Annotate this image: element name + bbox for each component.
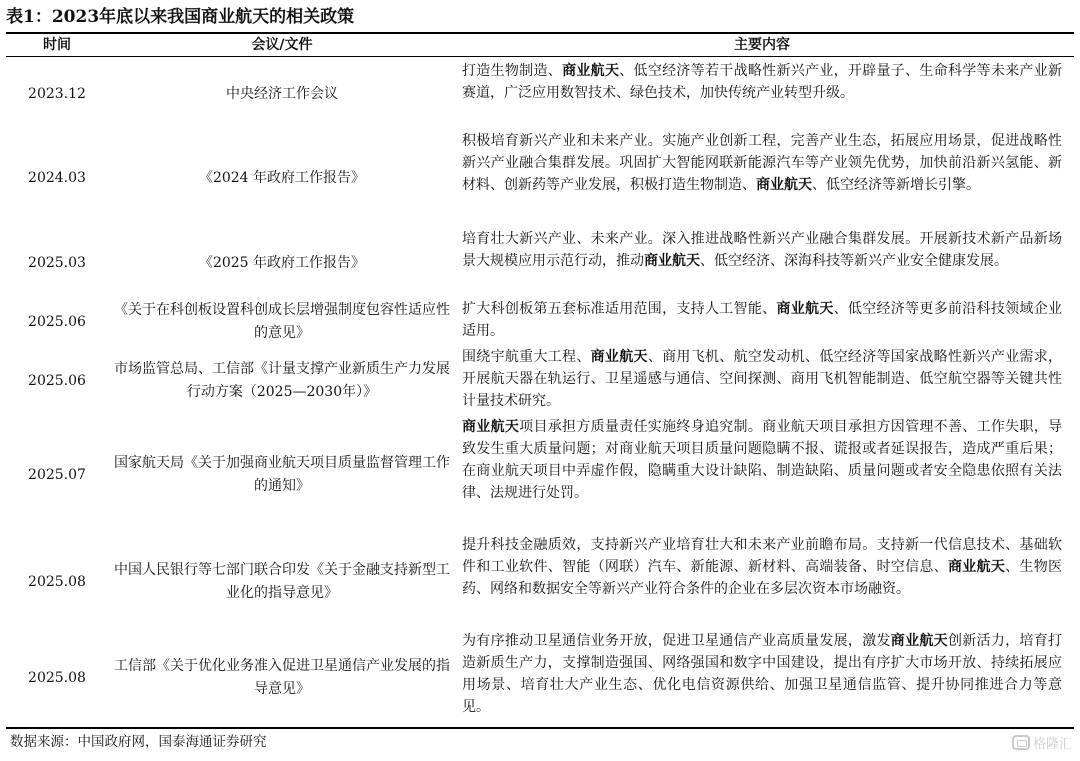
row-date: 2025.08	[28, 574, 86, 590]
content-text: 、低空经济、深海科技等新兴产业安全健康发展。	[700, 253, 1008, 269]
row-document: 《2025 年政府工作报告》	[198, 254, 366, 271]
highlight-term: 商业航天	[590, 349, 648, 365]
highlight-term: 商业航天	[756, 177, 812, 193]
content-text: 、生物医药、网络和数据安全等新兴产业符合条件的企业在多层次资本市场融资。	[462, 559, 1063, 597]
highlight-term: 商业航天	[462, 419, 520, 435]
watermark	[1012, 733, 1072, 752]
content-text: 积极培育新兴产业和未来产业。实施产业创新工程，完善产业生态，拓展应用场景，促进战略性新兴产业融合集群发展。巩固扩大智能网联新能源汽车等产业领先优势，加快前沿新兴氢能、新材料、创新药等产业发展，积极打造生物制造、	[462, 133, 1062, 193]
row-content	[462, 60, 1062, 104]
row-content	[462, 346, 1062, 412]
highlight-term: 商业航天	[644, 253, 700, 269]
data-source-note: 数据来源：中国政府网，国泰海通证券研究	[10, 734, 267, 750]
row-document: 中国人民银行等七部门联合印发《关于金融支持新型工业化的指导意见》	[114, 562, 450, 601]
row-document: 中央经济工作会议	[226, 85, 338, 102]
row-document: 《关于在科创板设置科创成长层增强制度包容性适应性的意见》	[114, 302, 450, 341]
content-text: 、低空经济等更多前沿科技领域企业适用。	[462, 301, 1063, 339]
row-content	[462, 416, 1062, 504]
row-date: 2025.06	[28, 314, 86, 330]
highlight-term: 商业航天	[947, 559, 1006, 575]
content-text: 培育壮大新兴产业、未来产业。深入推进战略性新兴产业融合集群发展。开展新技术新产品新场景大规模应用示范行动，推动	[462, 231, 1062, 269]
row-content	[462, 228, 1062, 272]
header-rule	[6, 56, 1074, 57]
row-document: 工信部《关于优化业务准入促进卫星通信产业发展的指导意见》	[114, 658, 450, 697]
header-document: 会议/文件	[251, 37, 313, 53]
content-text: 提升科技金融质效，支持新兴产业培育壮大和未来产业前瞻布局。支持新一代信息技术、基础软件和工业软件、智能（网联）汽车、新能源、新材料、高端装备、时空信息、	[462, 537, 1062, 575]
highlight-term: 商业航天	[562, 63, 620, 79]
row-date: 2025.03	[28, 255, 86, 271]
content-text: 、低空经济等新增长引擎。	[812, 177, 980, 193]
row-content	[462, 534, 1062, 600]
watermark-logo-icon	[1012, 735, 1030, 750]
row-document: 市场监管总局、工信部《计量支撑产业新质生产力发展行动方案（2025—2030年）》	[114, 361, 450, 400]
content-text: 围绕宇航重大工程、	[462, 349, 591, 365]
table-title: 表1：2023年底以来我国商业航天的相关政策	[6, 7, 355, 27]
content-text: 、商用飞机、航空发动机、低空经济等国家战略性新兴产业需求，开展航天器在轨运行、卫星遥感与通信、空间探测、商用飞机智能制造、低空航空器等关键共性计量技术研究。	[462, 349, 1063, 409]
row-content	[462, 630, 1062, 718]
row-date: 2024.03	[28, 170, 86, 186]
bottom-rule	[6, 727, 1074, 729]
highlight-term: 商业航天	[890, 633, 948, 649]
row-date: 2025.07	[28, 467, 86, 483]
content-text: 扩大科创板第五套标准适用范围，支持人工智能、	[462, 301, 777, 317]
watermark-text: 格隆汇	[1032, 737, 1072, 752]
row-document: 《2024 年政府工作报告》	[198, 169, 366, 186]
content-text: 为有序推动卫星通信业务开放，促进卫星通信产业高质量发展，激发	[462, 633, 891, 649]
content-text: 、低空经济等若干战略性新兴产业，开辟量子、生命科学等未来产业新赛道，广泛应用数智技术、绿色技术，加快传统产业转型升级。	[462, 63, 1063, 101]
row-content	[462, 130, 1062, 196]
row-date: 2025.08	[28, 670, 86, 686]
header-time: 时间	[43, 37, 71, 53]
content-text: 打造生物制造、	[462, 63, 563, 79]
row-date: 2023.12	[28, 86, 86, 102]
row-content	[462, 298, 1062, 342]
content-text: 创新活力，培育打造新质生产力，支撑制造强国、网络强国和数字中国建设，提出有序扩大市场开放、持续拓展应用场景、培育壮大产业生态、优化电信资源供给、加强卫星通信监管、提升协同推进合力等意见。	[462, 633, 1063, 715]
content-text: 项目承担方质量责任实施终身追究制。商业航天项目承担方因管理不善、工作失职，导致发生重大质量问题；对商业航天项目质量问题隐瞒不报、谎报或者延误报告，造成严重后果；在商业航天项目中弄虚作假，隐瞒重大设计缺陷、制造缺陷、质量问题或者安全隐患依照有关法律、法规进行处罚。	[462, 419, 1062, 501]
row-document: 国家航天局《关于加强商业航天项目质量监督管理工作的通知》	[114, 455, 450, 494]
header-content: 主要内容	[734, 37, 790, 53]
highlight-term: 商业航天	[776, 301, 834, 317]
row-date: 2025.06	[28, 373, 86, 389]
